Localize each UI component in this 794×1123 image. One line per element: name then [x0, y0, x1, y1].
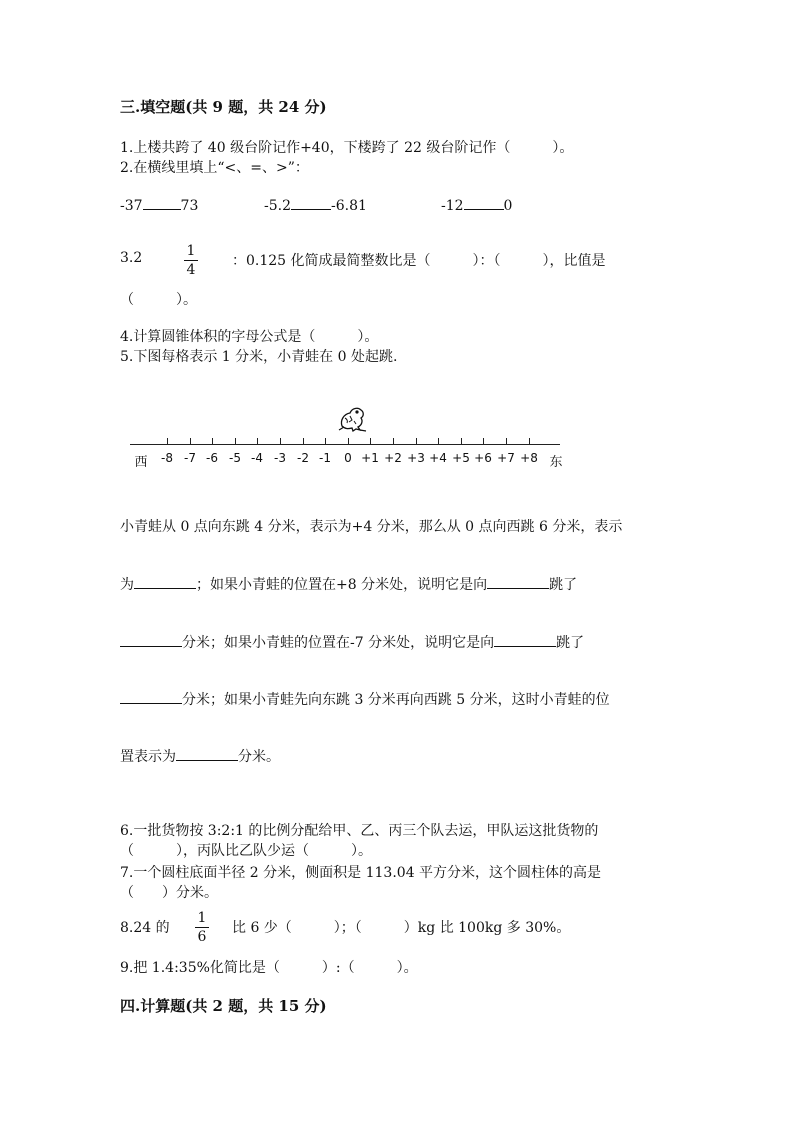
compare-left: -37	[120, 198, 143, 214]
text: 跳了	[549, 577, 578, 593]
question-7-line-1: 7.一个圆柱底面半径 2 分米，侧面积是 113.04 平方分米，这个圆柱体的高是	[120, 865, 602, 881]
text: 分米；如果小青蛙先向东跳 3 分米再向西跳 5 分米，这时小青蛙的位	[182, 692, 610, 708]
question-5-paragraph-4	[120, 689, 610, 709]
number-line-tick-label: -1	[319, 451, 331, 465]
question-3-text: ：0.125 化简成最简整数比是（ ）：（ ），比值是	[232, 253, 606, 269]
compare-item	[120, 198, 198, 214]
number-line-tick-label: -3	[274, 451, 286, 465]
number-line-tick-label: +1	[361, 451, 379, 465]
frog-icon	[336, 404, 368, 434]
number-line-tick-label: +4	[429, 451, 447, 465]
compare-left: -5.2	[264, 198, 291, 214]
answer-blank[interactable]	[291, 209, 331, 210]
number-line-tick	[280, 438, 281, 444]
question-5-paragraph-1: 小青蛙从 0 点向东跳 4 分米，表示为+4 分米，那么从 0 点向西跳 6 分米，表示	[120, 519, 623, 535]
answer-blank[interactable]	[176, 760, 238, 761]
question-9: 9.把 1.4:35%化简比是（ ）:（ ）。	[120, 960, 418, 976]
question-1: 1.上楼共跨了 40 级台阶记作+40，下楼跨了 22 级台阶记作（ ）。	[120, 140, 574, 156]
number-line-tick-label: +3	[407, 451, 425, 465]
compare-right: 0	[503, 198, 513, 214]
number-line-tick	[257, 438, 258, 444]
section3-title: 三.填空题(共 9 题，共 24 分)	[120, 98, 327, 116]
number-line-tick	[370, 438, 371, 444]
number-line-tick	[235, 438, 236, 444]
question-8-text: 比 6 少（ ）；（ ）kg 比 100kg 多 30%。	[232, 920, 571, 936]
question-3-prefix: 3.2	[120, 250, 143, 266]
number-line-west-label: 西	[134, 455, 148, 470]
number-line-tick	[438, 438, 439, 444]
question-6-line-1: 6.一批货物按 3:2:1 的比例分配给甲、乙、丙三个队去运，甲队运这批货物的	[120, 823, 599, 839]
number-line-tick-label: +5	[452, 451, 470, 465]
number-line-tick-label: +6	[474, 451, 492, 465]
question-4: 4.计算圆锥体积的字母公式是（ ）。	[120, 329, 379, 345]
section4-title: 四.计算题(共 2 题，共 15 分)	[120, 997, 327, 1015]
number-line-tick	[212, 438, 213, 444]
fraction-bar	[195, 927, 209, 928]
compare-left: -12	[441, 198, 464, 214]
fraction-one-quarter	[182, 243, 200, 278]
number-line-tick-label: -7	[184, 451, 196, 465]
answer-blank[interactable]	[143, 209, 181, 210]
number-line-tick	[167, 438, 168, 444]
answer-blank[interactable]	[120, 703, 182, 704]
question-7-line-2: （ ）分米。	[120, 885, 218, 901]
question-5-paragraph-5	[120, 746, 280, 766]
number-line-east-label: 东	[549, 455, 563, 470]
compare-right: 73	[180, 198, 199, 214]
fraction-denominator: 4	[186, 262, 196, 278]
number-line-tick	[506, 438, 507, 444]
fraction-numerator: 1	[186, 243, 196, 259]
text: 分米；如果小青蛙的位置在-7 分米处，说明它是向	[182, 635, 495, 651]
text: 置表示为	[120, 749, 176, 765]
compare-item	[441, 198, 512, 214]
question-5-paragraph-2	[120, 574, 577, 594]
question-5-paragraph-3	[120, 632, 584, 652]
number-line-tick	[483, 438, 484, 444]
number-line-axis	[130, 444, 560, 445]
answer-blank[interactable]	[464, 209, 504, 210]
fraction-numerator: 1	[197, 910, 207, 926]
number-line-tick	[461, 438, 462, 444]
answer-blank[interactable]	[134, 588, 196, 589]
number-line-tick-label: -5	[229, 451, 241, 465]
number-line-tick	[348, 438, 349, 444]
text: 为	[120, 577, 134, 593]
number-line-tick-label: 0	[344, 451, 352, 465]
text: 跳了	[556, 635, 585, 651]
answer-blank[interactable]	[494, 646, 556, 647]
number-line-tick-label: +8	[520, 451, 538, 465]
number-line-tick	[303, 438, 304, 444]
fraction-bar	[184, 260, 198, 261]
number-line-tick-label: -4	[251, 451, 263, 465]
question-8-prefix: 8.24 的	[120, 920, 170, 936]
number-line-tick	[190, 438, 191, 444]
number-line-tick-label: +2	[384, 451, 402, 465]
question-3-line2: （ ）。	[120, 292, 197, 308]
compare-item	[264, 198, 367, 214]
text: 分米。	[238, 749, 280, 765]
number-line-tick	[393, 438, 394, 444]
fraction-one-sixth	[193, 910, 211, 945]
number-line-tick-label: -2	[297, 451, 309, 465]
question-2: 2.在横线里填上“<、=、>”：	[120, 160, 309, 176]
number-line-tick-label: -6	[206, 451, 218, 465]
answer-blank[interactable]	[487, 588, 549, 589]
question-6-line-2: （ ），丙队比乙队少运（ ）。	[120, 843, 372, 859]
number-line-tick	[325, 438, 326, 444]
fraction-denominator: 6	[197, 929, 207, 945]
number-line-tick	[529, 438, 530, 444]
number-line-tick-label: -8	[161, 451, 173, 465]
number-line-tick-label: +7	[497, 451, 515, 465]
number-line-tick	[416, 438, 417, 444]
answer-blank[interactable]	[120, 646, 182, 647]
compare-right: -6.81	[331, 198, 367, 214]
question-5: 5.下图每格表示 1 分米，小青蛙在 0 处起跳.	[120, 349, 398, 365]
text: ；如果小青蛙的位置在+8 分米处，说明它是向	[196, 577, 488, 593]
